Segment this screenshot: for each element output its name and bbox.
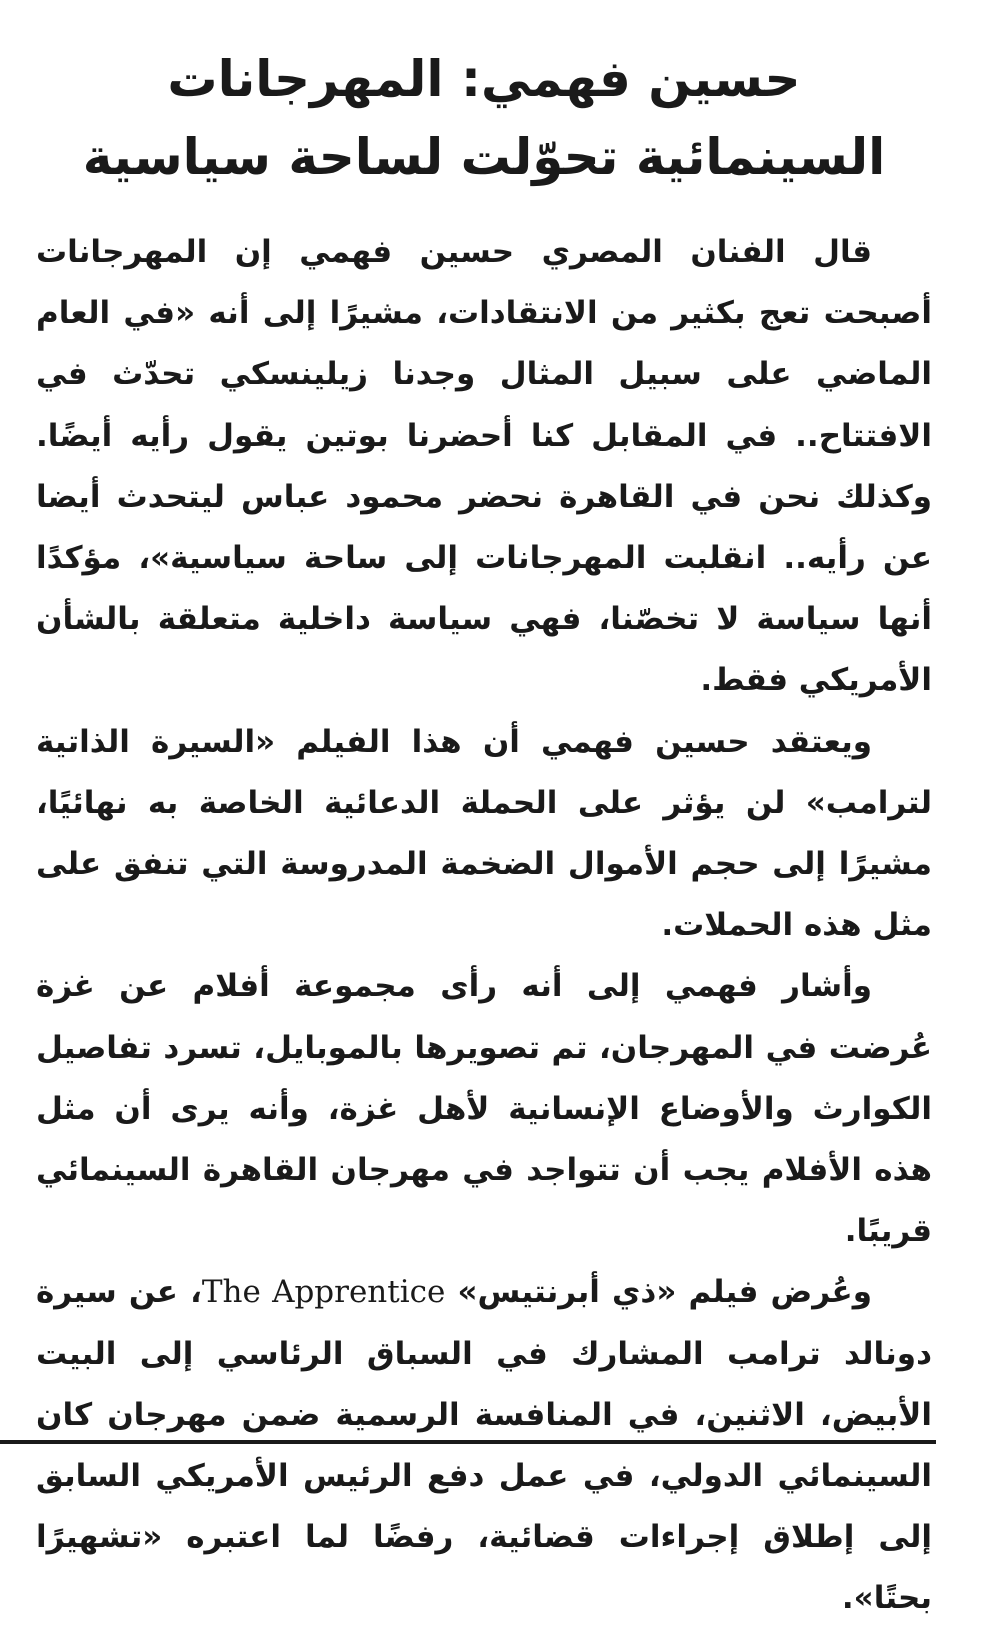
paragraph-4-rest: ، عن سيرة دونالد ترامب المشارك في السباق الرئاسي إلى البيت الأبيض، الاثنين، في المنافسة الرسمية ضمن مهرجان كان السينمائي الدولي، في عمل دفع الرئيس الأمريكي السابق إلى إطلاق إجراءات قضائية، رفضًا لما اعتبره «تشهيرًا بحتًا». — [36, 1274, 932, 1617]
article-body — [36, 222, 932, 1630]
paragraph-3: وأشار فهمي إلى أنه رأى مجموعة أفلام عن غزة عُرضت في المهرجان، تم تصويرها بالموبايل، تسرد تفاصيل الكوارث والأوضاع الإنسانية لأهل غزة، وأنه يرى أن مثل هذه الأفلام يجب أن تتواجد في مهرجان القاهرة السينمائي قريبًا. — [36, 968, 932, 1250]
article-headline — [36, 40, 932, 196]
paragraph-1: قال الفنان المصري حسين فهمي إن المهرجانات أصبحت تعج بكثير من الانتقادات، مشيرًا إلى أنه «في العام الماضي على سبيل المثال وجدنا زيلينسكي تحدّث في الافتتاح.. في المقابل كنا أحضرنا بوتين يقول رأيه أيضًا. وكذلك نحن في القاهرة نحضر محمود عباس ليتحدث أيضا عن رأيه.. انقلبت المهرجانات إلى ساحة سياسية»، مؤكدًا أنها سياسة لا تخصّنا، فهي سياسة داخلية متعلقة بالشأن الأمريكي فقط. — [36, 234, 932, 699]
paragraph-2: ويعتقد حسين فهمي أن هذا الفيلم «السيرة الذاتية لترامب» لن يؤثر على الحملة الدعائية الخاصة به نهائيًا، مشيرًا إلى حجم الأموال الضخمة المدروسة التي تنفق على مثل هذه الحملات. — [36, 723, 932, 944]
headline-line-2: السينمائية تحوّلت لساحة سياسية — [82, 128, 886, 186]
paragraph-4-intro: وعُرض فيلم «ذي أبرنتيس» — [445, 1274, 872, 1311]
paragraph-4 — [36, 1262, 932, 1629]
news-article — [36, 40, 932, 1630]
bottom-rule — [0, 1440, 936, 1444]
headline-line-1: حسين فهمي: المهرجانات — [167, 50, 801, 108]
film-title-latin: The Apprentice — [201, 1274, 446, 1311]
